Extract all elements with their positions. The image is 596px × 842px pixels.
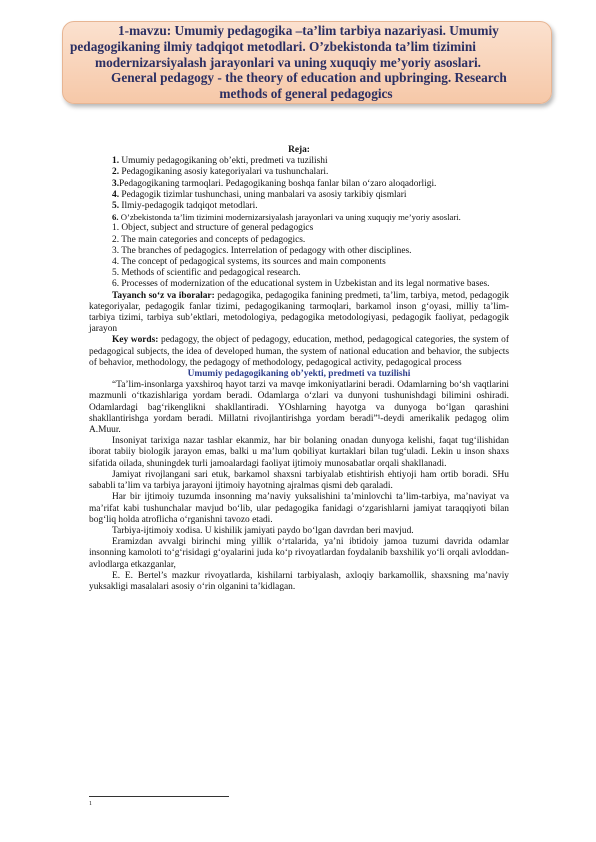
plan-item-uz: 4. Pedagogik tizimlar tushunchasi, uning manbalari va asosiy tarkibiy qismlari bbox=[112, 189, 407, 200]
body-paragraph: E. E. Bertel’s mazkur rivoyatlarda, kishilarni tarbiyalash, axloqiy barkamollik, shaxsning ma’naviy yuksakligi masalalari asosiy o‘rin olganini ta’kidlagan. bbox=[89, 570, 509, 592]
document-body bbox=[89, 145, 509, 593]
footnote-number: 1 bbox=[89, 801, 92, 807]
plan-item-uz: 2. Pedagogikaning asosiy kategoriyalari va tushunchalari. bbox=[112, 167, 329, 178]
keywords-uz-label: Tayanch so‘z va iboralar: bbox=[112, 290, 215, 301]
body-paragraph: Insoniyat tarixiga nazar tashlar ekanmiz, har bir bolaning onadan dunyoga kelishi, faqat tug‘ilishidan iborat tabiiy biologik jarayon emas, balki u ma’lum qobiliyat kurtaklari bilan tug‘uladi. Lekin u inson shaxs sifatida oilada, shuningdek turli jamoalardagi faoliyat ijtimoiy munosabatlar orqali shakllanadi. bbox=[89, 436, 509, 469]
keywords-en: Key words: pedagogy, the object of pedagogy, education, method, pedagogical categories, the system of pedagogical subjects, the idea of developed human, the system of national education and behavior, the subjects of behavior, methodology, the pedagogy of methodology, pedagogical activity, pedagogical process bbox=[89, 335, 509, 368]
plan-item-uz: 5. Ilmiy-pedagogik tadqiqot metodlari. bbox=[112, 201, 258, 212]
plan-item-en: 4. The concept of pedagogical systems, its sources and main components bbox=[112, 257, 386, 268]
plan-item-en: 5. Methods of scientific and pedagogical research. bbox=[112, 268, 301, 279]
body-paragraph: Tarbiya-ijtimoiy xodisa. U kishilik jamiyati paydo bo‘lgan davrdan beri mavjud. bbox=[112, 525, 414, 536]
title-line-1: 1-mavzu: Umumiy pedagogika –ta’lim tarbiya nazariyasi. Umumiy bbox=[118, 23, 499, 38]
title-line-2: pedagogikaning ilmiy tadqiqot metodlari. O’zbekistonda ta’lim tizimini bbox=[70, 38, 476, 54]
section-heading: Umumiy pedagogikaning ob’yekti, predmeti va tuzilishi bbox=[187, 369, 411, 380]
plan-title: Reja: bbox=[288, 145, 310, 155]
plan-item-en: 1. Object, subject and structure of general pedagogics bbox=[112, 223, 314, 234]
plan-item-en: 3. The branches of pedagogics. Interrelation of pedagogy with other disciplines. bbox=[112, 245, 412, 256]
plan-item-uz: 3.Pedagogikaning tarmoqlari. Pedagogikaning boshqa fanlar bilan o‘zaro aloqadorligi. bbox=[112, 178, 437, 189]
body-paragraph: “Ta’lim-insonlarga yaxshiroq hayot tarzi va mavqe imkoniyatlarini beradi. Odamlarning bo‘sh vaqtlarini mazmunli o‘tkazishlariga yordam beradi. Odamlarga o‘zlari va dunyoni tushunishdagi bilimini oshiradi. Odamlardagi bag‘rikenglikni shakllantiradi. YOshlarning hayotga va dunyoga bo‘lgan qarashini shakllantirishga yordam beradi. Millatni rivojlantirishga yordam beradi”¹-deydi amerikalik pedagog olim A.Muur. bbox=[89, 380, 509, 436]
plan-item-uz: 6. O’zbekistonda ta’lim tizimini modernizarsiyalash jarayonlari va uning xuquqiy me’yoriy asoslari. bbox=[112, 212, 461, 223]
body-paragraph: Eramizdan avvalgi birinchi ming yillik o‘rtalarida, ya’ni ibtidoiy jamoa tuzumi davrida odamlar insonning kamoloti to‘g‘risidagi g‘oyalarini juda ko‘p rivoyatlardan foydalanib baxshilik yo‘li orqali avloddan-avlodlarga etkazganlar, bbox=[89, 537, 509, 570]
title-line-5: methods of general pedagogics bbox=[219, 86, 393, 102]
plan-item-uz: 1. Umumiy pedagogikaning ob’ekti, predmeti va tuzilishi bbox=[112, 156, 328, 167]
keywords-uz: Tayanch so‘z va iboralar: pedagogika, pedagogika fanining predmeti, ta’lim, tarbiya, metod, pedagogik kategoriyalar, pedagogik fanlar tizimi, pedagogikaning tarmoqlari, barkamol inson g‘oyasi, milliy ta’lim-tarbiya tizimi, tarbiya sub’ektlari, metodologiya, pedagogika metodologiyasi, pedagogik faoliyat, pedagogik jarayon bbox=[89, 290, 509, 335]
plan-item-en: 2. The main categories and concepts of pedagogics. bbox=[112, 234, 306, 245]
title-line-3: modernizarsiyalash jarayonlari va uning xuquqiy me’yoriy asoslari. bbox=[95, 54, 481, 70]
body-paragraph: Jamiyat rivojlangani sari etuk, barkamol shaxsni tarbiyalab etishtirish ehtiyoji ham ortib boradi. SHu sababli ta’lim va tarbiya jarayoni ijtimoiy hayotning ajralmas qismi deb qaraladi. bbox=[89, 469, 509, 492]
keywords-en-label: Key words: bbox=[112, 335, 159, 346]
topic-title bbox=[62, 23, 550, 102]
body-paragraph: Har bir ijtimoiy tuzumda insonning ma’naviy yuksalishini ta’minlovchi ta’lim-tarbiya, ma’naviyat va ma’rifat kabi tushunchalar mavjud bo‘lib, ular pedagogika fanidagi o‘zgarishlarni jamiyat taraqqiyoti bilan bog‘liq holda atroflicha o‘rganishni tavozo etadi. bbox=[89, 492, 509, 525]
plan-item-en: 6. Processes of modernization of the educational system in Uzbekistan and its legal normative bases. bbox=[112, 279, 490, 290]
title-line-4: General pedagogy - the theory of education and upbringing. Research bbox=[111, 70, 507, 86]
footnote-separator bbox=[89, 796, 229, 797]
